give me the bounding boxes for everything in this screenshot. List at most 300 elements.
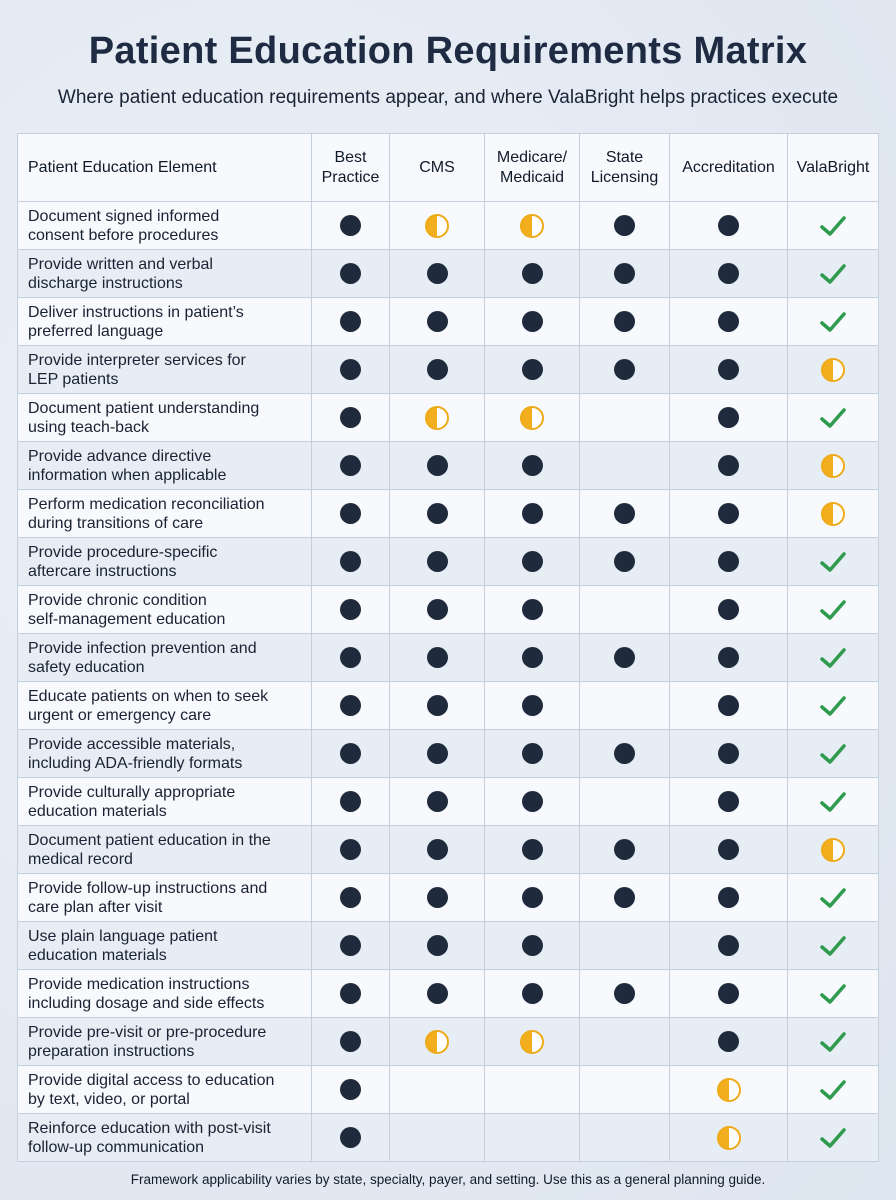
cell-state-licensing bbox=[580, 778, 670, 826]
checkmark-icon bbox=[818, 981, 848, 1007]
table-row bbox=[18, 346, 879, 394]
table-row bbox=[18, 490, 879, 538]
column-header-state-line2: Licensing bbox=[590, 168, 659, 186]
checkmark-icon bbox=[818, 693, 848, 719]
cell-medicare-medicaid bbox=[485, 874, 580, 922]
filled-circle-icon bbox=[614, 311, 635, 332]
filled-circle-icon bbox=[614, 887, 635, 908]
requirements-matrix bbox=[17, 133, 879, 1162]
cell-state-licensing bbox=[580, 490, 670, 538]
cell-state-licensing bbox=[580, 922, 670, 970]
filled-circle-icon bbox=[340, 407, 361, 428]
filled-circle-icon bbox=[427, 359, 448, 380]
element-label-line1: Provide digital access to education bbox=[28, 1071, 275, 1089]
page-subtitle: Where patient education requirements appear, and where ValaBright helps practices execute bbox=[57, 87, 839, 108]
filled-circle-icon bbox=[522, 359, 543, 380]
checkmark-icon bbox=[818, 213, 848, 239]
element-label-line1: Provide pre-visit or pre-procedure bbox=[28, 1023, 267, 1041]
cell-best-practice bbox=[312, 778, 390, 826]
column-header-medicare-line1: Medicare/ bbox=[496, 148, 568, 166]
element-label-line1: Provide procedure-specific bbox=[28, 543, 218, 561]
element-label-line1: Document signed informed bbox=[28, 207, 220, 225]
element-label-line1: Perform medication reconciliation bbox=[28, 495, 265, 513]
element-label-line2: discharge instructions bbox=[28, 274, 183, 292]
half-circle-icon bbox=[425, 214, 449, 238]
cell-medicare-medicaid bbox=[485, 202, 580, 250]
element-label-line1: Provide advance directive bbox=[28, 447, 212, 465]
filled-circle-icon bbox=[614, 215, 635, 236]
cell-accreditation bbox=[670, 922, 788, 970]
half-circle-icon bbox=[717, 1078, 741, 1102]
element-cell bbox=[18, 778, 312, 826]
column-header-best-practice bbox=[312, 134, 390, 202]
element-label-line2: by text, video, or portal bbox=[28, 1090, 190, 1108]
element-label-line1: Provide follow-up instructions and bbox=[28, 879, 268, 897]
filled-circle-icon bbox=[718, 407, 739, 428]
filled-circle-icon bbox=[522, 503, 543, 524]
element-label-line2: care plan after visit bbox=[28, 898, 163, 916]
cell-state-licensing bbox=[580, 1018, 670, 1066]
column-header-medicare-line2: Medicaid bbox=[499, 168, 565, 186]
cell-cms bbox=[390, 1114, 485, 1162]
cell-best-practice bbox=[312, 202, 390, 250]
filled-circle-icon bbox=[340, 887, 361, 908]
element-label-line2: during transitions of care bbox=[28, 514, 204, 532]
element-cell bbox=[18, 970, 312, 1018]
element-cell bbox=[18, 1018, 312, 1066]
cell-cms bbox=[390, 1018, 485, 1066]
cell-accreditation bbox=[670, 394, 788, 442]
column-header-state-licensing bbox=[580, 134, 670, 202]
cell-state-licensing bbox=[580, 442, 670, 490]
filled-circle-icon bbox=[718, 215, 739, 236]
cell-cms bbox=[390, 970, 485, 1018]
checkmark-icon bbox=[818, 1125, 848, 1151]
cell-state-licensing bbox=[580, 730, 670, 778]
cell-accreditation bbox=[670, 538, 788, 586]
half-circle-icon bbox=[520, 1030, 544, 1054]
checkmark-icon bbox=[818, 789, 848, 815]
element-label-line1: Reinforce education with post-visit bbox=[28, 1119, 271, 1137]
filled-circle-icon bbox=[427, 839, 448, 860]
page-title: Patient Education Requirements Matrix bbox=[88, 30, 808, 72]
table-row bbox=[18, 394, 879, 442]
cell-cms bbox=[390, 778, 485, 826]
filled-circle-icon bbox=[614, 263, 635, 284]
element-cell bbox=[18, 1066, 312, 1114]
cell-best-practice bbox=[312, 682, 390, 730]
cell-medicare-medicaid bbox=[485, 970, 580, 1018]
filled-circle-icon bbox=[522, 791, 543, 812]
element-cell bbox=[18, 922, 312, 970]
filled-circle-icon bbox=[427, 311, 448, 332]
cell-state-licensing bbox=[580, 394, 670, 442]
element-label-line2: follow-up communication bbox=[28, 1138, 205, 1156]
table-row bbox=[18, 970, 879, 1018]
checkmark-icon bbox=[818, 405, 848, 431]
filled-circle-icon bbox=[427, 599, 448, 620]
cell-best-practice bbox=[312, 298, 390, 346]
checkmark-icon bbox=[818, 741, 848, 767]
column-header-best-practice-line1: Best bbox=[334, 148, 367, 166]
cell-state-licensing bbox=[580, 970, 670, 1018]
half-circle-icon bbox=[520, 406, 544, 430]
cell-accreditation bbox=[670, 1018, 788, 1066]
filled-circle-icon bbox=[718, 503, 739, 524]
cell-valabright bbox=[788, 442, 879, 490]
element-label-line2: aftercare instructions bbox=[28, 562, 177, 580]
cell-valabright bbox=[788, 682, 879, 730]
cell-state-licensing bbox=[580, 634, 670, 682]
element-cell bbox=[18, 1114, 312, 1162]
filled-circle-icon bbox=[427, 791, 448, 812]
cell-medicare-medicaid bbox=[485, 778, 580, 826]
filled-circle-icon bbox=[340, 695, 361, 716]
cell-medicare-medicaid bbox=[485, 634, 580, 682]
cell-valabright bbox=[788, 586, 879, 634]
cell-cms bbox=[390, 730, 485, 778]
cell-best-practice bbox=[312, 538, 390, 586]
filled-circle-icon bbox=[522, 935, 543, 956]
filled-circle-icon bbox=[340, 359, 361, 380]
cell-best-practice bbox=[312, 826, 390, 874]
cell-valabright bbox=[788, 922, 879, 970]
cell-valabright bbox=[788, 970, 879, 1018]
filled-circle-icon bbox=[427, 551, 448, 572]
cell-valabright bbox=[788, 1114, 879, 1162]
filled-circle-icon bbox=[614, 551, 635, 572]
element-cell bbox=[18, 394, 312, 442]
column-header-accreditation: Accreditation bbox=[670, 134, 788, 202]
filled-circle-icon bbox=[340, 743, 361, 764]
cell-valabright bbox=[788, 538, 879, 586]
element-label-line1: Document patient education in the bbox=[28, 831, 271, 849]
cell-cms bbox=[390, 634, 485, 682]
element-label-line1: Provide medication instructions bbox=[28, 975, 250, 993]
filled-circle-icon bbox=[427, 455, 448, 476]
element-label-line1: Provide written and verbal bbox=[28, 255, 213, 273]
column-header-best-practice-line2: Practice bbox=[321, 168, 380, 186]
cell-valabright bbox=[788, 394, 879, 442]
element-label-line2: education materials bbox=[28, 802, 167, 820]
cell-accreditation bbox=[670, 1066, 788, 1114]
cell-state-licensing bbox=[580, 1066, 670, 1114]
filled-circle-icon bbox=[427, 983, 448, 1004]
column-header-state-line1: State bbox=[605, 148, 644, 166]
cell-best-practice bbox=[312, 634, 390, 682]
filled-circle-icon bbox=[340, 1079, 361, 1100]
filled-circle-icon bbox=[340, 935, 361, 956]
filled-circle-icon bbox=[522, 455, 543, 476]
checkmark-icon bbox=[818, 645, 848, 671]
element-label-line1: Use plain language patient bbox=[28, 927, 218, 945]
filled-circle-icon bbox=[522, 839, 543, 860]
cell-medicare-medicaid bbox=[485, 682, 580, 730]
filled-circle-icon bbox=[427, 887, 448, 908]
cell-accreditation bbox=[670, 682, 788, 730]
element-label-line2: including dosage and side effects bbox=[28, 994, 265, 1012]
cell-valabright bbox=[788, 346, 879, 394]
filled-circle-icon bbox=[614, 359, 635, 380]
checkmark-icon bbox=[818, 1077, 848, 1103]
cell-best-practice bbox=[312, 250, 390, 298]
cell-best-practice bbox=[312, 1114, 390, 1162]
filled-circle-icon bbox=[340, 599, 361, 620]
cell-medicare-medicaid bbox=[485, 538, 580, 586]
element-label-line2: education materials bbox=[28, 946, 167, 964]
cell-cms bbox=[390, 442, 485, 490]
cell-state-licensing bbox=[580, 682, 670, 730]
filled-circle-icon bbox=[718, 887, 739, 908]
column-header-element: Patient Education Element bbox=[18, 134, 312, 202]
filled-circle-icon bbox=[522, 263, 543, 284]
cell-best-practice bbox=[312, 346, 390, 394]
half-circle-icon bbox=[821, 838, 845, 862]
cell-accreditation bbox=[670, 250, 788, 298]
half-circle-icon bbox=[821, 358, 845, 382]
cell-valabright bbox=[788, 730, 879, 778]
half-circle-icon bbox=[821, 502, 845, 526]
element-label-line2: including ADA-friendly formats bbox=[28, 754, 243, 772]
cell-cms bbox=[390, 394, 485, 442]
table-row bbox=[18, 442, 879, 490]
filled-circle-icon bbox=[427, 647, 448, 668]
filled-circle-icon bbox=[427, 503, 448, 524]
filled-circle-icon bbox=[522, 599, 543, 620]
cell-medicare-medicaid bbox=[485, 826, 580, 874]
filled-circle-icon bbox=[718, 263, 739, 284]
filled-circle-icon bbox=[614, 647, 635, 668]
filled-circle-icon bbox=[340, 983, 361, 1004]
checkmark-icon bbox=[818, 597, 848, 623]
table-row bbox=[18, 298, 879, 346]
cell-best-practice bbox=[312, 1018, 390, 1066]
half-circle-icon bbox=[717, 1126, 741, 1150]
element-label-line2: LEP patients bbox=[28, 370, 119, 388]
cell-medicare-medicaid bbox=[485, 442, 580, 490]
cell-best-practice bbox=[312, 970, 390, 1018]
cell-valabright bbox=[788, 1066, 879, 1114]
cell-cms bbox=[390, 1066, 485, 1114]
filled-circle-icon bbox=[522, 311, 543, 332]
cell-cms bbox=[390, 202, 485, 250]
half-circle-icon bbox=[821, 454, 845, 478]
cell-state-licensing bbox=[580, 346, 670, 394]
element-cell bbox=[18, 634, 312, 682]
cell-valabright bbox=[788, 202, 879, 250]
table-row bbox=[18, 538, 879, 586]
filled-circle-icon bbox=[718, 599, 739, 620]
filled-circle-icon bbox=[427, 263, 448, 284]
filled-circle-icon bbox=[614, 743, 635, 764]
matrix-body bbox=[18, 202, 879, 1162]
element-label-line2: urgent or emergency care bbox=[28, 706, 212, 724]
filled-circle-icon bbox=[427, 935, 448, 956]
cell-accreditation bbox=[670, 970, 788, 1018]
cell-accreditation bbox=[670, 778, 788, 826]
filled-circle-icon bbox=[522, 983, 543, 1004]
cell-valabright bbox=[788, 250, 879, 298]
element-cell bbox=[18, 874, 312, 922]
cell-cms bbox=[390, 298, 485, 346]
half-circle-icon bbox=[425, 406, 449, 430]
element-cell bbox=[18, 346, 312, 394]
filled-circle-icon bbox=[340, 1127, 361, 1148]
cell-state-licensing bbox=[580, 250, 670, 298]
element-cell bbox=[18, 538, 312, 586]
cell-medicare-medicaid bbox=[485, 394, 580, 442]
cell-cms bbox=[390, 874, 485, 922]
filled-circle-icon bbox=[718, 695, 739, 716]
cell-best-practice bbox=[312, 874, 390, 922]
cell-accreditation bbox=[670, 490, 788, 538]
element-label-line2: safety education bbox=[28, 658, 145, 676]
filled-circle-icon bbox=[522, 695, 543, 716]
half-circle-icon bbox=[425, 1030, 449, 1054]
filled-circle-icon bbox=[522, 647, 543, 668]
element-label-line2: information when applicable bbox=[28, 466, 227, 484]
cell-valabright bbox=[788, 634, 879, 682]
cell-cms bbox=[390, 826, 485, 874]
cell-cms bbox=[390, 586, 485, 634]
filled-circle-icon bbox=[340, 647, 361, 668]
element-label-line1: Document patient understanding bbox=[28, 399, 260, 417]
filled-circle-icon bbox=[427, 743, 448, 764]
cell-best-practice bbox=[312, 490, 390, 538]
cell-cms bbox=[390, 922, 485, 970]
cell-best-practice bbox=[312, 442, 390, 490]
filled-circle-icon bbox=[340, 551, 361, 572]
filled-circle-icon bbox=[718, 743, 739, 764]
cell-accreditation bbox=[670, 298, 788, 346]
cell-valabright bbox=[788, 1018, 879, 1066]
element-cell bbox=[18, 586, 312, 634]
cell-medicare-medicaid bbox=[485, 298, 580, 346]
element-label-line1: Deliver instructions in patient’s bbox=[28, 303, 244, 321]
cell-accreditation bbox=[670, 346, 788, 394]
checkmark-icon bbox=[818, 933, 848, 959]
table-row bbox=[18, 1066, 879, 1114]
filled-circle-icon bbox=[340, 503, 361, 524]
element-cell bbox=[18, 730, 312, 778]
cell-medicare-medicaid bbox=[485, 1066, 580, 1114]
cell-medicare-medicaid bbox=[485, 1018, 580, 1066]
filled-circle-icon bbox=[718, 1031, 739, 1052]
table-row bbox=[18, 586, 879, 634]
table-row bbox=[18, 1114, 879, 1162]
filled-circle-icon bbox=[522, 551, 543, 572]
filled-circle-icon bbox=[522, 887, 543, 908]
half-circle-icon bbox=[520, 214, 544, 238]
cell-cms bbox=[390, 682, 485, 730]
element-label-line2: self-management education bbox=[28, 610, 226, 628]
table-row bbox=[18, 778, 879, 826]
element-label-line2: consent before procedures bbox=[28, 226, 219, 244]
cell-best-practice bbox=[312, 586, 390, 634]
cell-accreditation bbox=[670, 826, 788, 874]
header-row bbox=[18, 134, 879, 202]
cell-state-licensing bbox=[580, 586, 670, 634]
cell-state-licensing bbox=[580, 874, 670, 922]
column-header-valabright: ValaBright bbox=[788, 134, 879, 202]
cell-valabright bbox=[788, 778, 879, 826]
checkmark-icon bbox=[818, 1029, 848, 1055]
cell-accreditation bbox=[670, 634, 788, 682]
element-cell bbox=[18, 298, 312, 346]
column-header-medicare-medicaid bbox=[485, 134, 580, 202]
filled-circle-icon bbox=[614, 503, 635, 524]
cell-medicare-medicaid bbox=[485, 346, 580, 394]
cell-medicare-medicaid bbox=[485, 730, 580, 778]
filled-circle-icon bbox=[718, 551, 739, 572]
filled-circle-icon bbox=[718, 455, 739, 476]
element-cell bbox=[18, 250, 312, 298]
cell-accreditation bbox=[670, 586, 788, 634]
table-row bbox=[18, 730, 879, 778]
filled-circle-icon bbox=[340, 791, 361, 812]
filled-circle-icon bbox=[718, 311, 739, 332]
filled-circle-icon bbox=[340, 455, 361, 476]
cell-medicare-medicaid bbox=[485, 490, 580, 538]
cell-accreditation bbox=[670, 442, 788, 490]
table-row bbox=[18, 202, 879, 250]
table-row bbox=[18, 1018, 879, 1066]
element-cell bbox=[18, 682, 312, 730]
cell-cms bbox=[390, 538, 485, 586]
cell-state-licensing bbox=[580, 202, 670, 250]
table-row bbox=[18, 250, 879, 298]
cell-accreditation bbox=[670, 730, 788, 778]
filled-circle-icon bbox=[718, 983, 739, 1004]
cell-medicare-medicaid bbox=[485, 1114, 580, 1162]
cell-valabright bbox=[788, 298, 879, 346]
cell-state-licensing bbox=[580, 298, 670, 346]
cell-medicare-medicaid bbox=[485, 922, 580, 970]
checkmark-icon bbox=[818, 309, 848, 335]
cell-medicare-medicaid bbox=[485, 586, 580, 634]
cell-best-practice bbox=[312, 394, 390, 442]
cell-state-licensing bbox=[580, 1114, 670, 1162]
filled-circle-icon bbox=[718, 791, 739, 812]
cell-cms bbox=[390, 490, 485, 538]
cell-state-licensing bbox=[580, 826, 670, 874]
filled-circle-icon bbox=[340, 263, 361, 284]
filled-circle-icon bbox=[718, 359, 739, 380]
checkmark-icon bbox=[818, 549, 848, 575]
table-row bbox=[18, 874, 879, 922]
cell-state-licensing bbox=[580, 538, 670, 586]
table-row bbox=[18, 634, 879, 682]
element-cell bbox=[18, 490, 312, 538]
filled-circle-icon bbox=[718, 935, 739, 956]
element-label-line2: preparation instructions bbox=[28, 1042, 195, 1060]
element-label-line1: Provide chronic condition bbox=[28, 591, 207, 609]
column-header-cms: CMS bbox=[390, 134, 485, 202]
cell-cms bbox=[390, 346, 485, 394]
cell-accreditation bbox=[670, 874, 788, 922]
cell-best-practice bbox=[312, 730, 390, 778]
cell-valabright bbox=[788, 874, 879, 922]
element-cell bbox=[18, 442, 312, 490]
checkmark-icon bbox=[818, 885, 848, 911]
filled-circle-icon bbox=[614, 839, 635, 860]
filled-circle-icon bbox=[340, 311, 361, 332]
filled-circle-icon bbox=[522, 743, 543, 764]
table-row bbox=[18, 922, 879, 970]
cell-best-practice bbox=[312, 922, 390, 970]
cell-valabright bbox=[788, 826, 879, 874]
cell-accreditation bbox=[670, 202, 788, 250]
